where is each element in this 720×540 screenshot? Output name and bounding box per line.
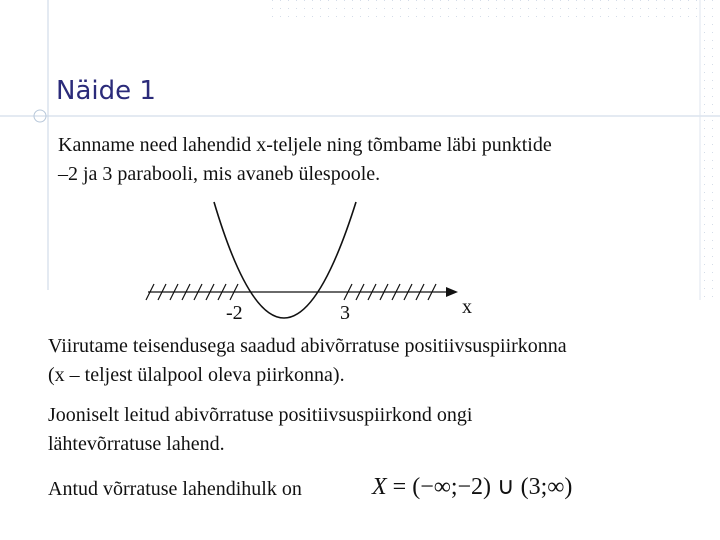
paragraph-1-line-1: Kanname need lahendid x-teljele ning tõmbame läbi punktide (58, 134, 552, 156)
slide-title: Näide 1 (56, 76, 156, 106)
formula-expression: = (−∞;−2) ∪ (3;∞) (392, 474, 573, 500)
paragraph-4: Antud võrratuse lahendihulk on (48, 478, 302, 500)
paragraph-1-line-2: –2 ja 3 parabooli, mis avaneb ülespoole. (58, 163, 381, 185)
label-3: 3 (340, 302, 350, 324)
paragraph-3-line-1: Jooniselt leitud abivõrratuse positiivsuspiirkond ongi (48, 404, 473, 426)
x-axis-arrowhead (446, 287, 458, 297)
paragraph-3-line-2: lähtevõrratuse lahend. (48, 433, 225, 455)
label-x-axis: x (462, 296, 472, 318)
paragraph-2-line-1: Viirutame teisendusega saadud abivõrratuse positiivsuspiirkonna (48, 335, 567, 357)
parabola-curve (214, 202, 356, 318)
paragraph-2-line-2: (x – teljest ülalpool oleva piirkonna). (48, 364, 345, 386)
formula-variable: X (372, 474, 387, 500)
label-minus-2: -2 (226, 302, 243, 324)
solution-formula (372, 472, 572, 501)
